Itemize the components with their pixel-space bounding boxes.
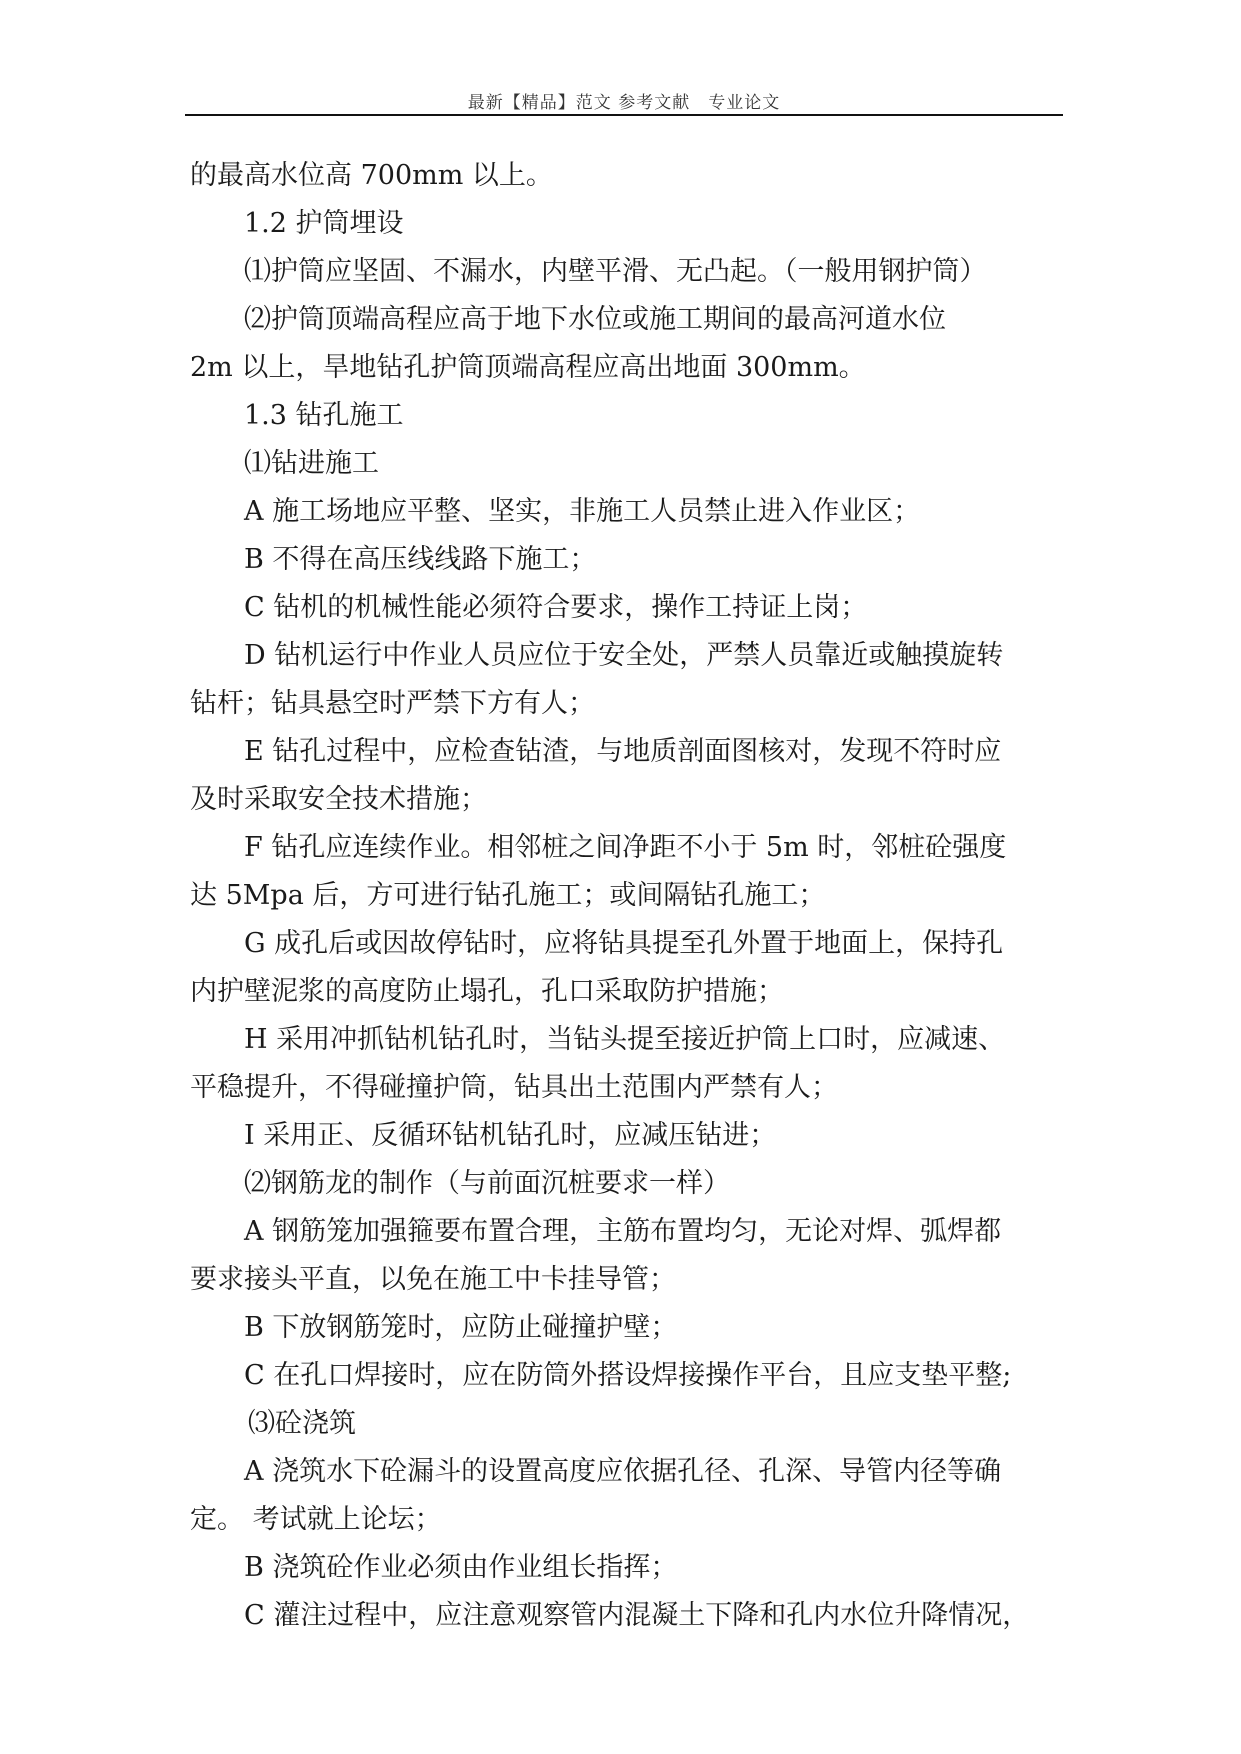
list-item: D 钻机运行中作业人员应位于安全处，严禁人员靠近或触摸旋转 (244, 640, 1004, 671)
list-item: C 钻机的机械性能必须符合要求，操作工持证上岗； (244, 592, 868, 623)
document-body (190, 152, 1060, 1640)
paragraph-line: ⑴护筒应坚固、不漏水，内壁平滑、无凸起。（一般用钢护筒） (244, 256, 987, 287)
list-item: B 不得在高压线线路下施工； (244, 544, 597, 575)
list-item-continuation: 内护壁泥浆的高度防止塌孔，孔口采取防护措施； (190, 976, 784, 1007)
list-item: C 在孔口焊接时，应在防筒外搭设焊接操作平台，且应支垫平整; (244, 1360, 1012, 1391)
header-divider (185, 114, 1063, 116)
paragraph-line: ⑵护筒顶端高程应高于地下水位或施工期间的最高河道水位 (244, 304, 946, 335)
list-item: B 下放钢筋笼时，应防止碰撞护壁； (244, 1312, 678, 1343)
subsection-heading: ⑵钢筋龙的制作（与前面沉桩要求一样） (244, 1168, 730, 1199)
list-item: G 成孔后或因故停钻时，应将钻具提至孔外置于地面上，保持孔 (244, 928, 1004, 959)
list-item: A 浇筑水下砼漏斗的设置高度应依据孔径、孔深、导管内径等确 (244, 1456, 1002, 1487)
section-heading: 1.3 钻孔施工 (244, 400, 404, 431)
list-item-continuation: 定。 考试就上论坛； (190, 1504, 442, 1535)
list-item: B 浇筑砼作业必须由作业组长指挥； (244, 1552, 678, 1583)
subsection-heading: ⑶砼浇筑 (248, 1408, 356, 1439)
section-heading: 1.2 护筒埋设 (244, 208, 404, 239)
list-item: I 采用正、反循环钻机钻孔时，应减压钻进； (244, 1120, 777, 1151)
paragraph-line: 的最高水位高 700mm 以上。 (190, 160, 553, 191)
list-item: C 灌注过程中，应注意观察管内混凝土下降和孔内水位升降情况， (244, 1600, 1030, 1631)
list-item: E 钻孔过程中，应检查钻渣，与地质剖面图核对，发现不符时应 (244, 736, 1002, 767)
page-header: 最新【精品】范文 参考文献 专业论文 (467, 93, 781, 113)
list-item: F 钻孔应连续作业。相邻桩之间净距不小于 5m 时，邻桩砼强度 (244, 832, 1007, 863)
list-item: A 钢筋笼加强箍要布置合理，主筋布置均匀，无论对焊、弧焊都 (244, 1216, 1002, 1247)
list-item-continuation: 要求接头平直，以免在施工中卡挂导管； (190, 1264, 676, 1295)
list-item-continuation: 及时采取安全技术措施； (190, 784, 487, 815)
subsection-heading: ⑴钻进施工 (244, 448, 379, 479)
list-item: A 施工场地应平整、坚实，非施工人员禁止进入作业区； (244, 496, 921, 527)
paragraph-line: 2m 以上，旱地钻孔护筒顶端高程应高出地面 300mm。 (190, 352, 866, 383)
list-item-continuation: 达 5Mpa 后，方可进行钻孔施工；或间隔钻孔施工； (190, 880, 826, 911)
list-item-continuation: 钻杆；钻具悬空时严禁下方有人； (190, 688, 595, 719)
list-item: H 采用冲抓钻机钻孔时，当钻头提至接近护筒上口时，应减速、 (244, 1024, 1006, 1055)
list-item-continuation: 平稳提升，不得碰撞护筒，钻具出土范围内严禁有人； (190, 1072, 838, 1103)
